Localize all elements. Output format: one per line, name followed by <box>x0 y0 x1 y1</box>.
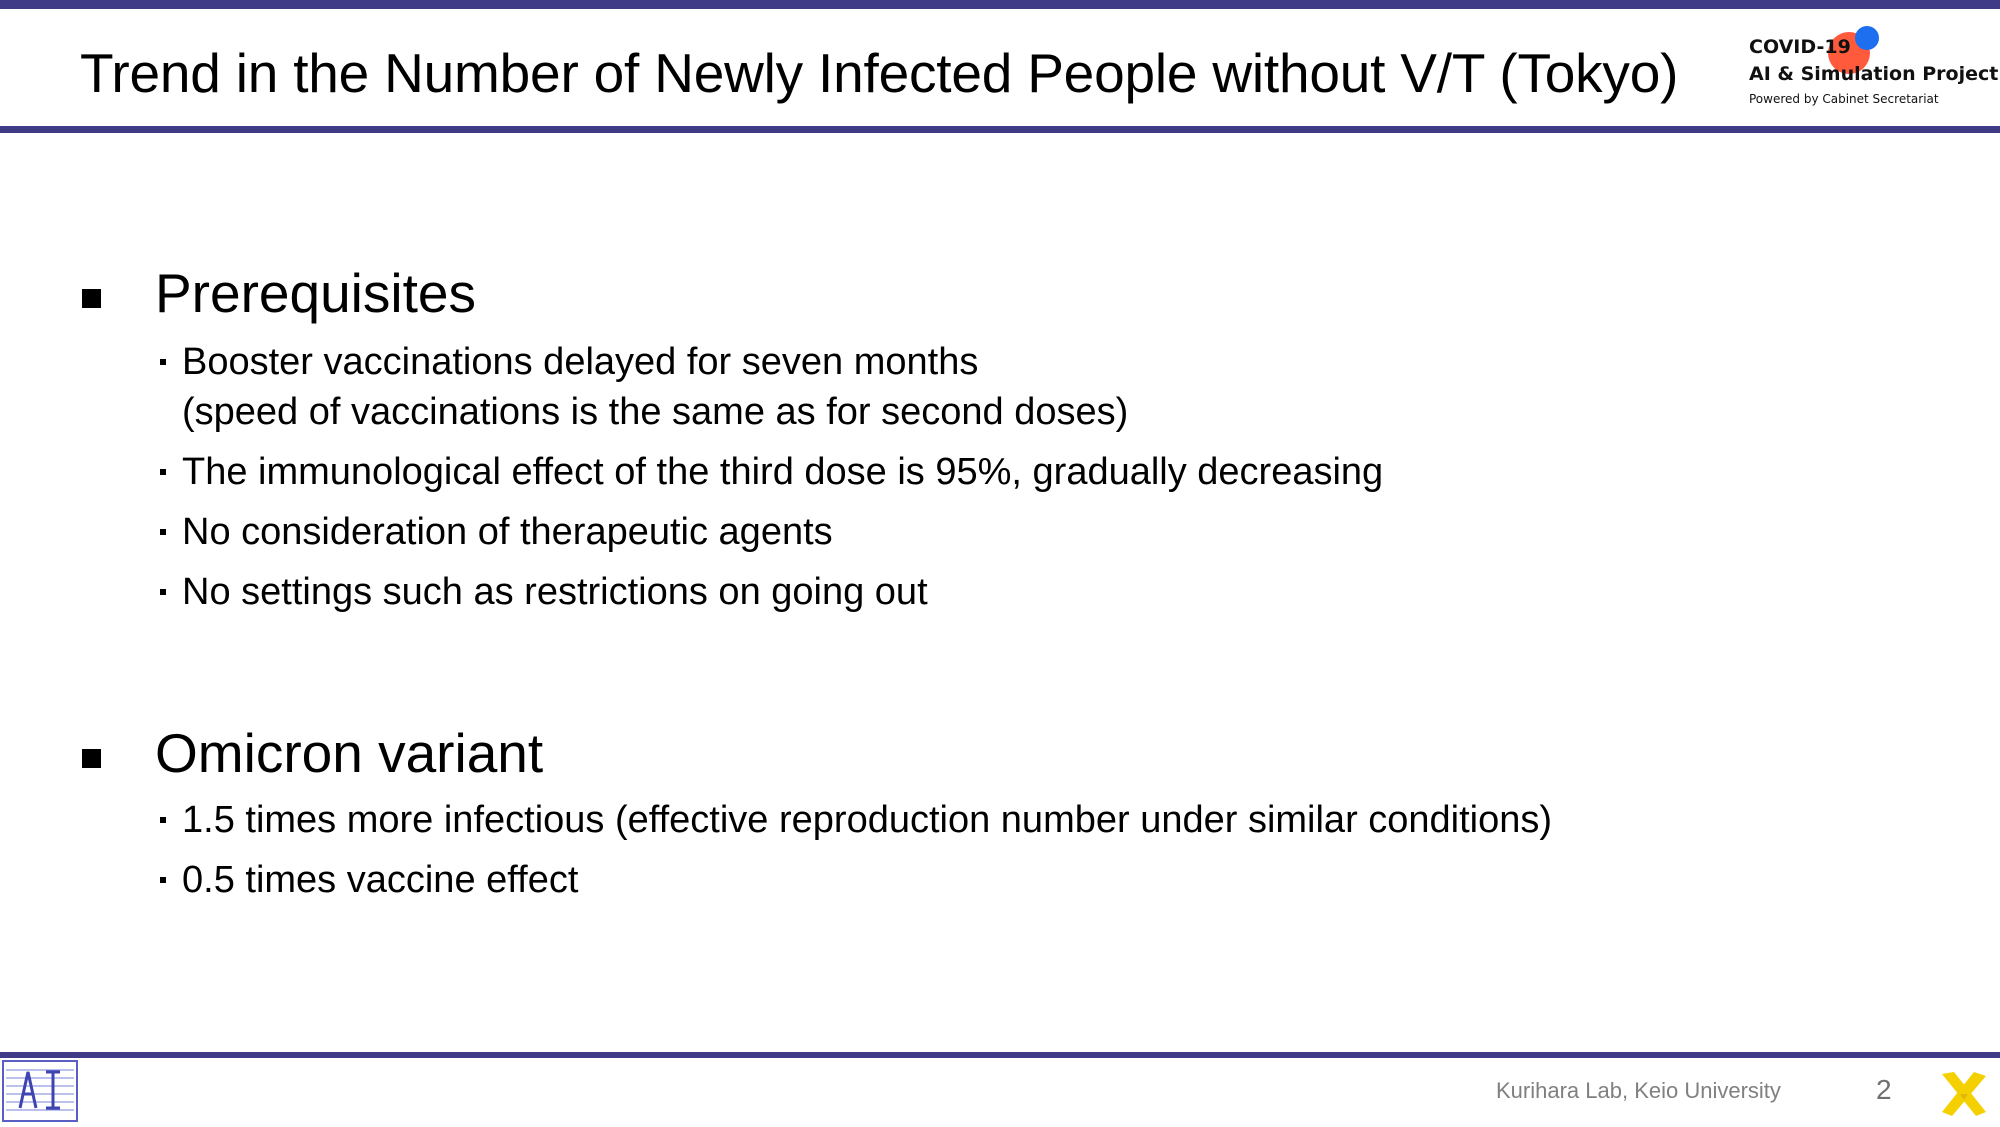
item-bullet-icon <box>160 529 166 535</box>
slide-title: Trend in the Number of Newly Infected People without V/T (Tokyo) <box>80 42 1679 104</box>
logo-line-powered-by: Powered by Cabinet Secretariat <box>1749 92 1939 106</box>
logo-line-project: AI & Simulation Project <box>1749 63 1999 85</box>
footer-divider <box>0 1052 2000 1058</box>
footer-credit: Kurihara Lab, Keio University <box>1496 1078 1781 1103</box>
item-bullet-icon <box>160 469 166 475</box>
list-item-text: 0.5 times vaccine effect <box>182 859 579 901</box>
item-bullet-icon <box>160 359 166 365</box>
x-logo-icon <box>1938 1068 1990 1120</box>
page-number: 2 <box>1876 1074 1892 1105</box>
ai-lab-logo-icon <box>2 1060 78 1122</box>
item-bullet-icon <box>160 877 166 883</box>
covid19-project-logo <box>1745 22 1999 117</box>
list-item-text: No consideration of therapeutic agents <box>182 511 833 553</box>
section-bullet-icon <box>82 289 101 308</box>
item-bullet-icon <box>160 817 166 823</box>
section-heading-prerequisites: Prerequisites <box>155 262 476 324</box>
section-heading-omicron: Omicron variant <box>155 722 544 784</box>
list-item-text: 1.5 times more infectious (effective reproduction number under similar conditions) <box>182 799 1553 841</box>
list-item-continuation: (speed of vaccinations is the same as for second doses) <box>182 391 1129 433</box>
logo-blue-dot <box>1855 26 1879 50</box>
item-bullet-icon <box>160 589 166 595</box>
header-divider <box>0 126 2000 133</box>
top-accent-bar <box>0 0 2000 9</box>
list-item-text: The immunological effect of the third dose is 95%, gradually decreasing <box>182 451 1384 493</box>
list-item-text: Booster vaccinations delayed for seven months <box>182 341 979 383</box>
logo-line-covid: COVID-19 <box>1749 36 1851 58</box>
section-bullet-icon <box>82 749 101 768</box>
list-item-text: No settings such as restrictions on going out <box>182 571 928 613</box>
